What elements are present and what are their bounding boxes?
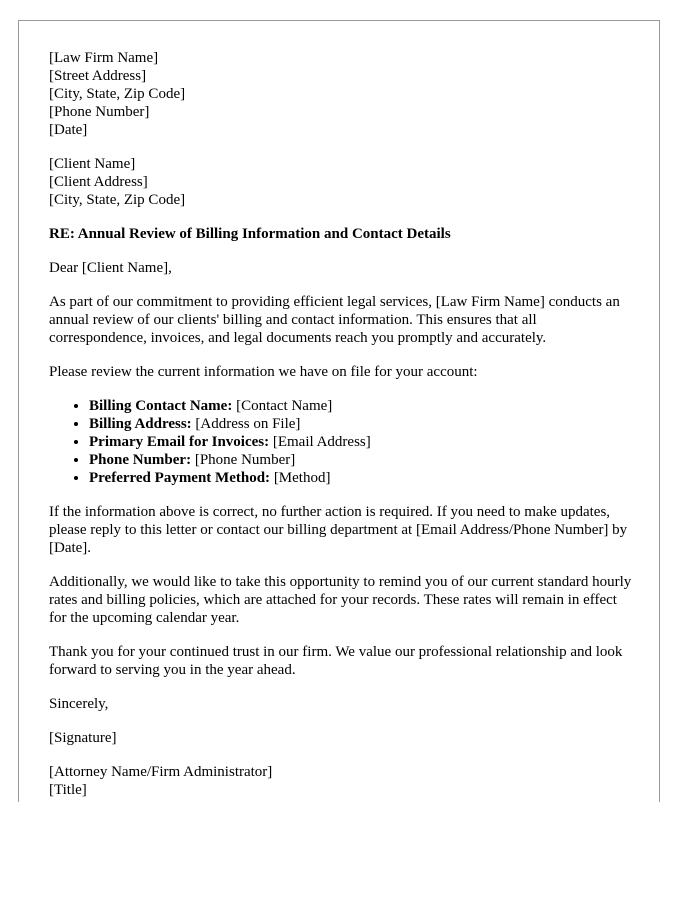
sender-phone: [Phone Number] xyxy=(49,104,150,120)
billing-info-list xyxy=(49,397,634,487)
list-item-value: [Address on File] xyxy=(191,416,301,432)
list-item-label: Preferred Payment Method: xyxy=(89,470,271,486)
sender-firm-name: [Law Firm Name] xyxy=(49,50,159,66)
sender-city-state-zip: [City, State, Zip Code] xyxy=(49,86,186,102)
thanks-paragraph: Thank you for your continued trust in our firm. We value our professional relationship and look forward to serving you in the year ahead. xyxy=(49,644,623,678)
list-item-value: [Phone Number] xyxy=(191,452,296,468)
sender-address xyxy=(49,49,634,139)
list-item xyxy=(89,469,634,487)
list-item xyxy=(89,451,634,469)
list-item-value: [Method] xyxy=(270,470,331,486)
recipient-address-line: [Client Address] xyxy=(49,174,148,190)
list-item xyxy=(89,415,634,433)
recipient-address xyxy=(49,155,634,209)
list-item xyxy=(89,397,634,415)
list-item-label: Primary Email for Invoices: xyxy=(89,434,270,450)
list-item-value: [Email Address] xyxy=(269,434,371,450)
subject-line: RE: Annual Review of Billing Information and Contact Details xyxy=(49,226,451,242)
sign-off: Sincerely, xyxy=(49,696,109,712)
signatory xyxy=(49,763,634,799)
sender-street: [Street Address] xyxy=(49,68,147,84)
signature-placeholder: [Signature] xyxy=(49,730,117,746)
rates-paragraph: Additionally, we would like to take this opportunity to remind you of our current standard hourly rates and billing policies, which are attached for your records. These rates will remain in effect for the upcoming calendar year. xyxy=(49,574,632,626)
salutation: Dear [Client Name], xyxy=(49,260,172,276)
signatory-name: [Attorney Name/Firm Administrator] xyxy=(49,764,273,780)
signatory-title: [Title] xyxy=(49,782,87,798)
intro-paragraph: As part of our commitment to providing efficient legal services, [Law Firm Name] conducts an annual review of our clients' billing and contact information. This ensures that all correspondence, invoices, and legal documents reach you promptly and accurately. xyxy=(49,294,620,346)
action-paragraph: If the information above is correct, no further action is required. If you need to make updates, please reply to this letter or contact our billing department at [Email Address/Phone Number] by [Date]. xyxy=(49,504,628,556)
list-item xyxy=(89,433,634,451)
list-item-label: Billing Address: xyxy=(89,416,192,432)
recipient-name: [Client Name] xyxy=(49,156,136,172)
recipient-city-state-zip: [City, State, Zip Code] xyxy=(49,192,186,208)
letter-body xyxy=(49,49,634,802)
list-item-label: Phone Number: xyxy=(89,452,192,468)
review-request-paragraph: Please review the current information we have on file for your account: xyxy=(49,364,478,380)
letter-date: [Date] xyxy=(49,122,88,138)
list-item-label: Billing Contact Name: xyxy=(89,398,233,414)
letter-page xyxy=(18,20,660,802)
list-item-value: [Contact Name] xyxy=(232,398,333,414)
